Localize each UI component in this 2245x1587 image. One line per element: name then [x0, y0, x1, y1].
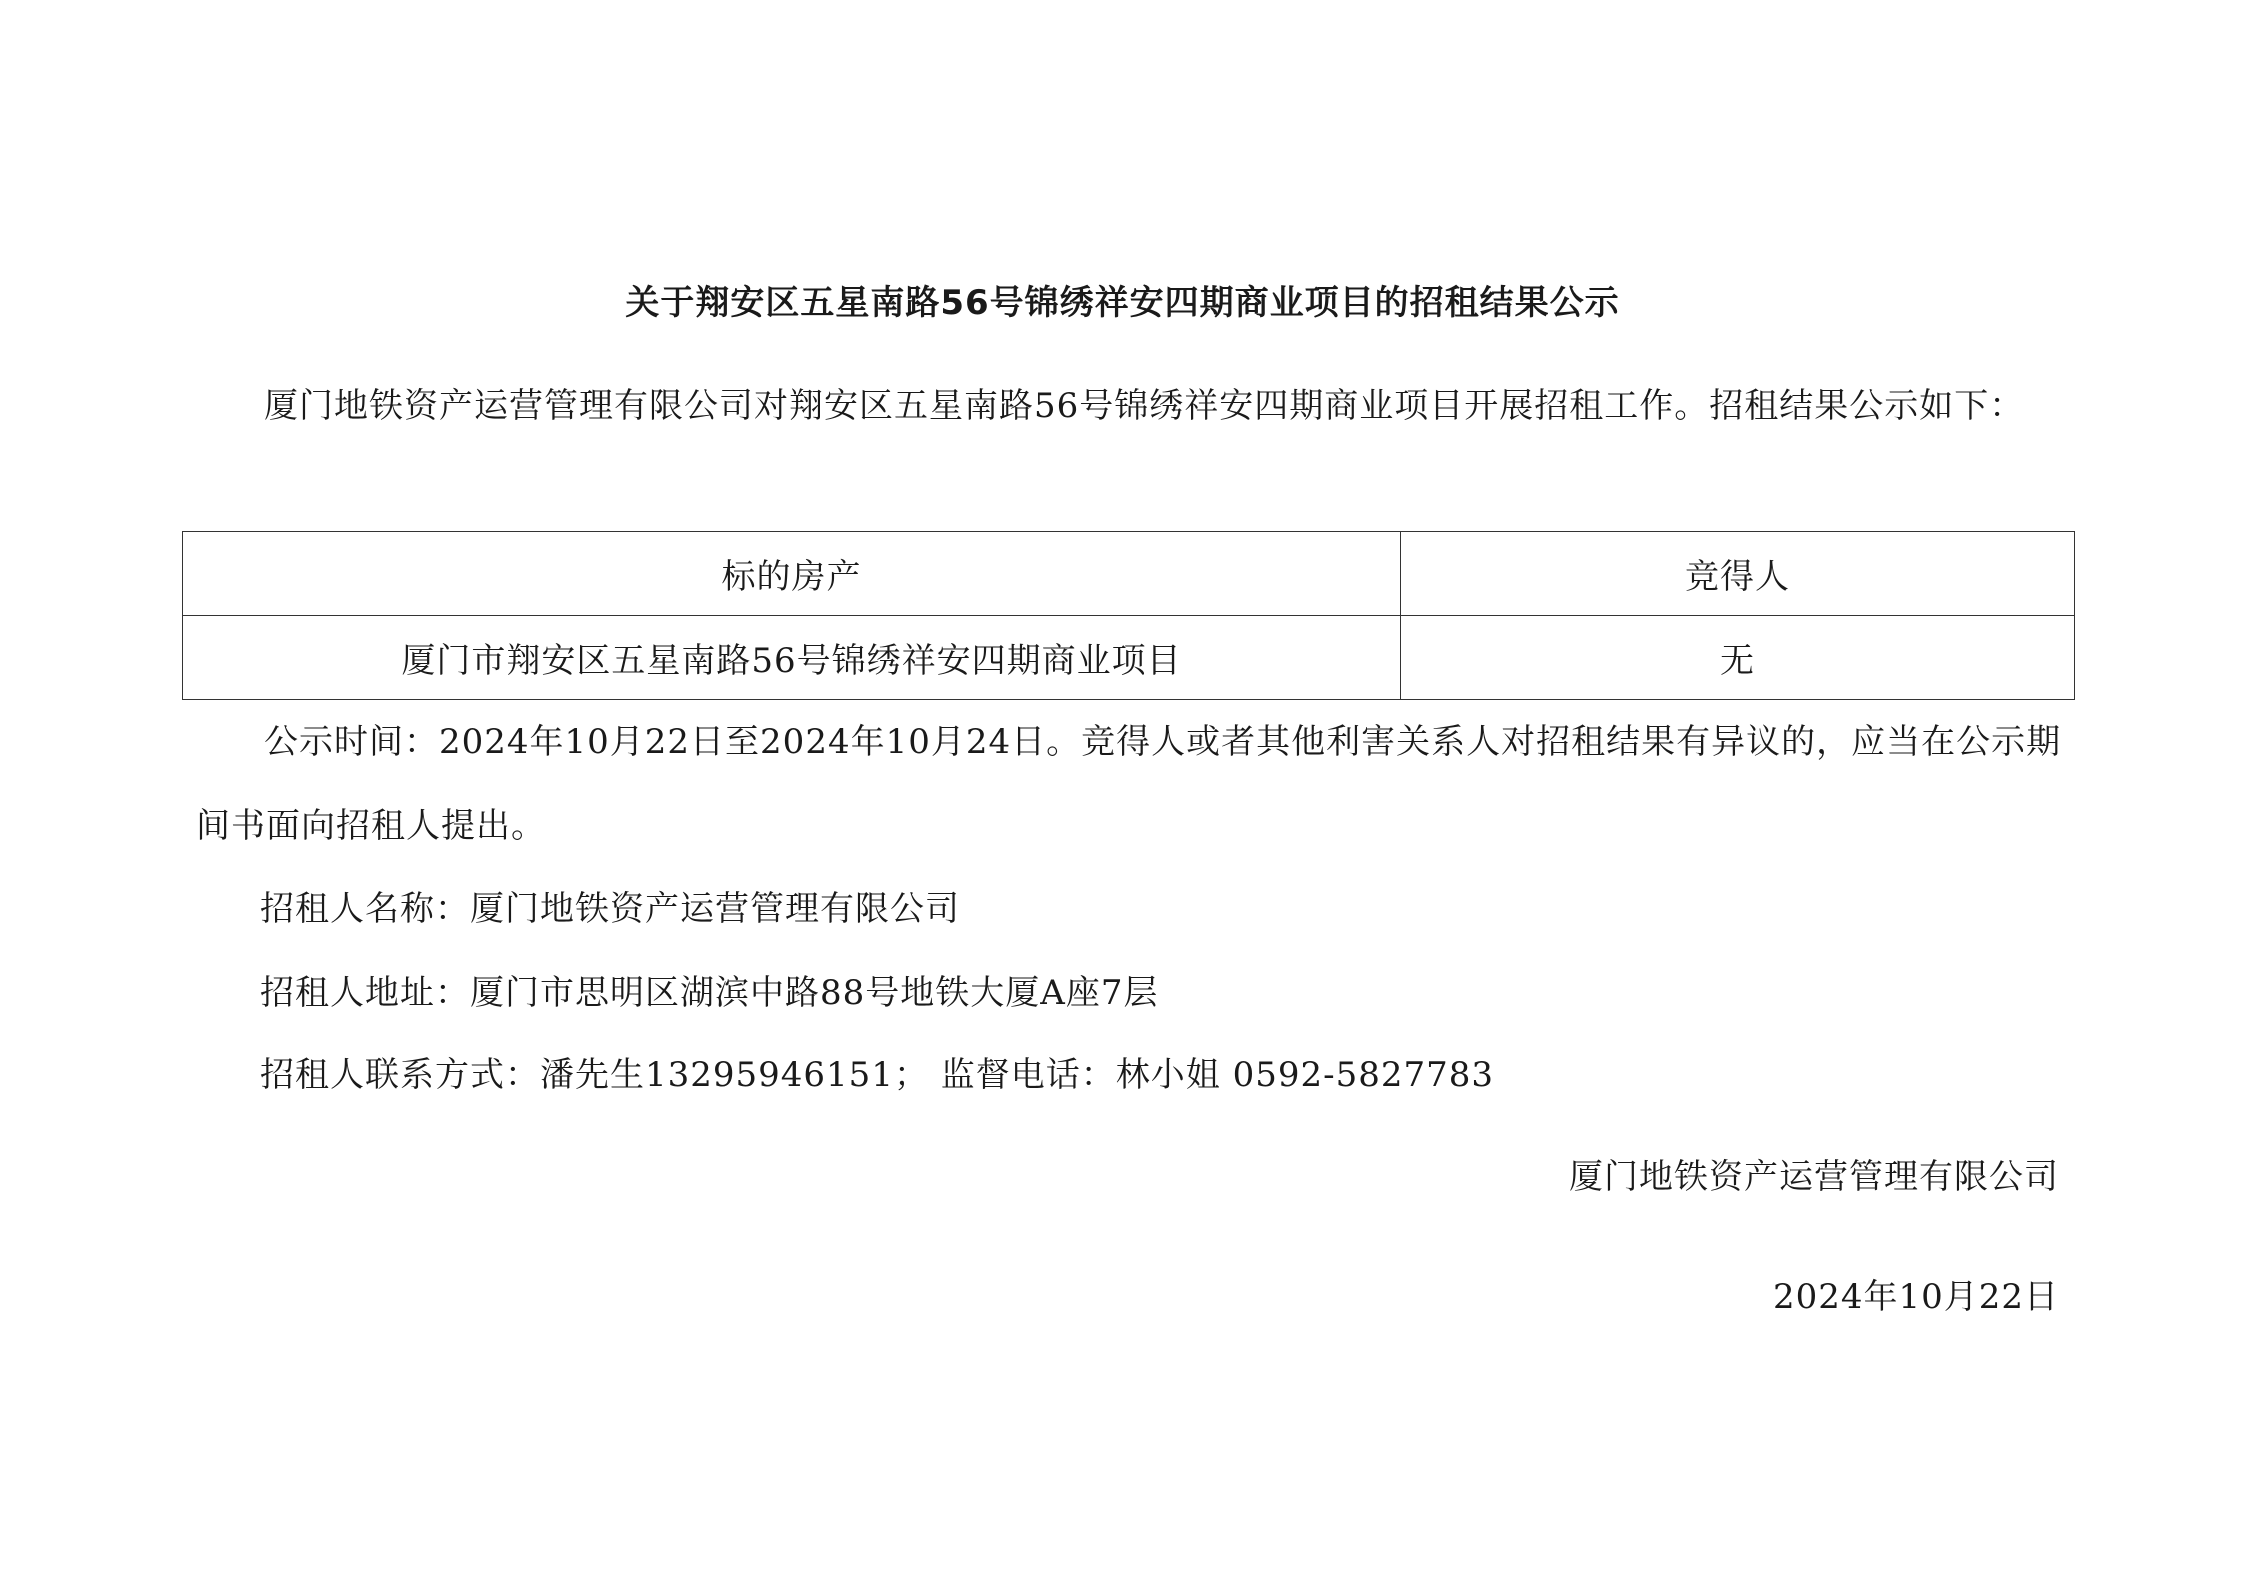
table-row	[183, 616, 2075, 700]
document-title: 关于翔安区五星南路56号锦绣祥安四期商业项目的招租结果公示	[625, 283, 1620, 323]
header-winner: 竞得人	[1401, 532, 2075, 616]
cell-winner: 无	[1401, 616, 2075, 700]
contact-info: 招租人联系方式：潘先生13295946151； 监督电话：林小姐 0592-5827783	[260, 1055, 1495, 1095]
table-header-row	[183, 532, 2075, 616]
notice-paragraph: 公示时间：2024年10月22日至2024年10月24日。竞得人或者其他利害关系人对招租结果有异议的，应当在公示期间书面向招租人提出。	[196, 722, 2062, 846]
cell-property: 厦门市翔安区五星南路56号锦绣祥安四期商业项目	[183, 616, 1401, 700]
lessor-name: 招租人名称：厦门地铁资产运营管理有限公司	[260, 889, 960, 929]
signature-date: 2024年10月22日	[1772, 1277, 2059, 1317]
result-table	[182, 531, 2075, 700]
signature-organization: 厦门地铁资产运营管理有限公司	[1569, 1157, 2059, 1197]
lessor-address: 招租人地址：厦门市思明区湖滨中路88号地铁大厦A座7层	[260, 973, 1159, 1013]
intro-paragraph: 厦门地铁资产运营管理有限公司对翔安区五星南路56号锦绣祥安四期商业项目开展招租工作。招租结果公示如下：	[264, 386, 2025, 426]
header-property: 标的房产	[183, 532, 1401, 616]
